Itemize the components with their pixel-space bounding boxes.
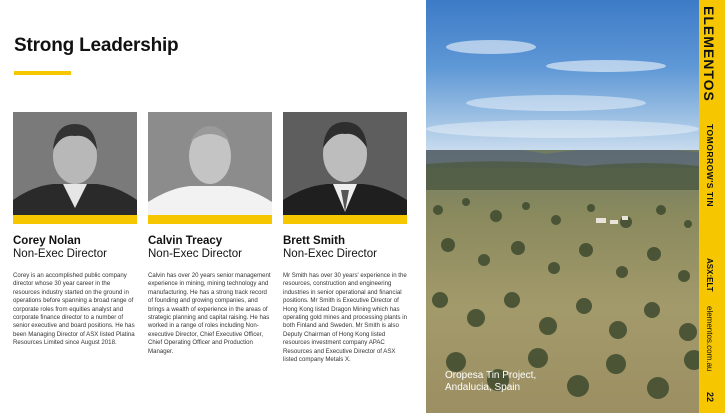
brand-wordmark: ELEMENTOS [701, 6, 717, 102]
project-site-photo [426, 0, 699, 413]
person-name: Brett Smith [283, 235, 345, 247]
person-role: Non-Exec Director [283, 248, 377, 260]
person-card-calvin-treacy [148, 112, 274, 356]
person-bio: Corey is an accomplished public company director whose 30 year career in the resources industry started on the ground in operations before spanning a broad range of corporate roles from equities analyst and corporate finance director to a number of senior executive and board positions. He has been Managing Director of ASX listed Platina Resources Limited since August 2018. [13, 272, 135, 347]
person-bio: Mr Smith has over 30 years' experience in the resources, construction and engineering industries in senior operational and financial positions. Mr Smith is Executive Director of Hong Kong listed Dragon Mining which has operating gold mines and processing plants in both Finland and Sweden. Mr Smith is also Deputy Chairman of Hong Kong listed resources investment company APAC Resources and Executive Director of ASX listed company Metals X. [283, 272, 407, 364]
asx-ticker: ASX:ELT [705, 258, 714, 292]
portrait-photo [283, 112, 407, 215]
person-card-brett-smith [283, 112, 409, 364]
photo-accent-bar [13, 215, 137, 224]
person-name: Corey Nolan [13, 235, 81, 247]
portrait-photo [13, 112, 137, 215]
brand-sidebar [699, 0, 725, 413]
photo-accent-bar [283, 215, 407, 224]
photo-caption [445, 370, 536, 394]
caption-line-1: Oropesa Tin Project, [445, 370, 537, 381]
person-role: Non-Exec Director [13, 248, 107, 260]
person-role: Non-Exec Director [148, 248, 242, 260]
brand-tagline: TOMORROW'S TIN [705, 124, 715, 207]
page-title: Strong Leadership [14, 35, 179, 56]
title-underline [14, 71, 71, 75]
photo-accent-bar [148, 215, 272, 224]
person-card-corey-nolan [13, 112, 139, 348]
sky-area [426, 0, 699, 150]
person-name: Calvin Treacy [148, 235, 223, 247]
page-number: 22 [705, 392, 715, 403]
caption-line-2: Andalucia, Spain [445, 382, 521, 393]
portrait-photo [148, 112, 272, 215]
website-link[interactable]: elementos.com.au [705, 306, 714, 372]
person-bio: Calvin has over 20 years senior management experience in mining, mining technology and manufacturing. He has a strong track record of founding and growing companies, and brings a wealth of experience in the areas of strategic planning and capital raising. He has worked in a range of roles including Non-executive Director, Chief Executive Officer, Chief Operating Officer and Production Manager. [148, 272, 271, 355]
